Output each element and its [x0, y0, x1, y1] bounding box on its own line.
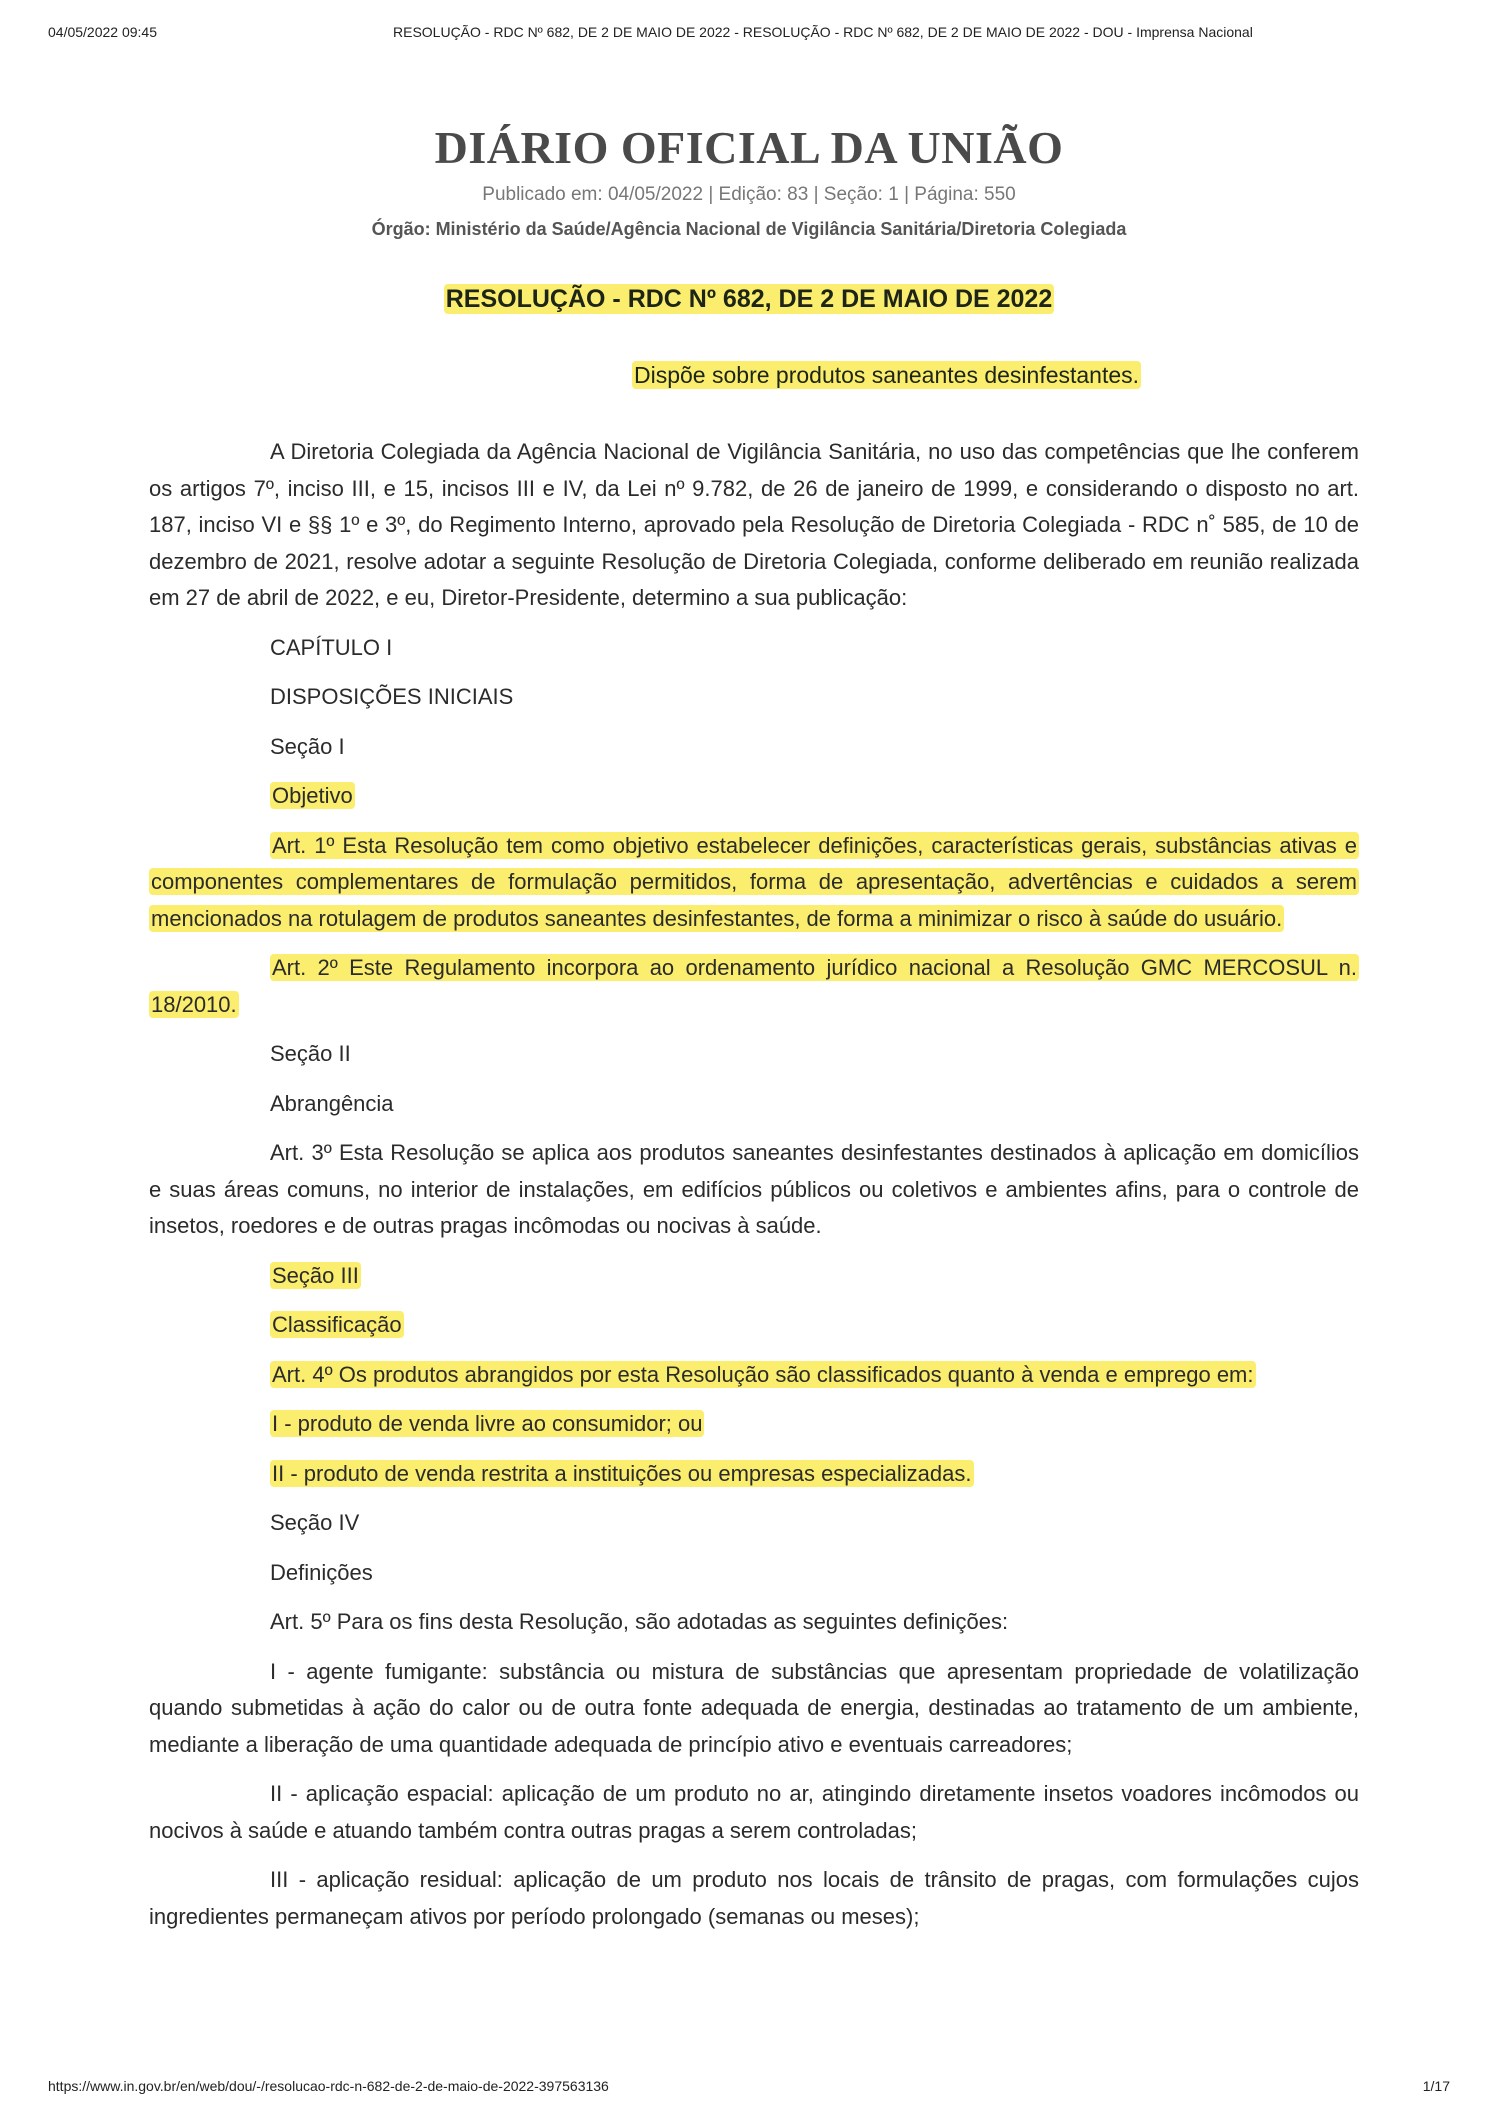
print-date: 04/05/2022 09:45	[48, 24, 157, 40]
article-4-item-ii-text: II - produto de venda restrita a instituições ou empresas especializadas.	[272, 1460, 972, 1486]
article-5-item-iii: III - aplicação residual: aplicação de um produto nos locais de trânsito de pragas, com formulações cujos ingredientes permaneçam ativos por período prolongado (semanas ou meses);	[149, 1867, 1359, 1929]
section-heading: Seção I	[270, 733, 345, 759]
section-heading: Seção IV	[270, 1510, 360, 1535]
section-heading-highlight: Seção III	[272, 1262, 359, 1288]
article-5-item-ii: II - aplicação espacial: aplicação de um produto no ar, atingindo diretamente insetos voadores incômodos ou nocivos à saúde e atuando também contra outras pragas a serem controladas;	[149, 1781, 1359, 1843]
section-title-highlight: Classificação	[272, 1312, 402, 1337]
article-4-item-ii	[149, 1456, 1359, 1493]
chapter-title: DISPOSIÇÕES INICIAIS	[270, 684, 514, 709]
article-1-text: Art. 1º Esta Resolução tem como objetivo estabelecer definições, características gerais, substâncias ativas e componentes complementares de formulação permitidos, forma de apresentação, advertências e cuidados a serem mencionados na rotulagem de produtos saneantes desinfestantes, de forma a minimizar o risco à saúde do usuário.	[151, 832, 1357, 931]
article-1	[149, 828, 1359, 938]
article-4-item-i-text: I - produto de venda livre ao consumidor; ou	[272, 1411, 703, 1436]
section-title: Abrangência	[270, 1090, 394, 1116]
print-page-title: RESOLUÇÃO - RDC Nº 682, DE 2 DE MAIO DE 2022 - RESOLUÇÃO - RDC Nº 682, DE 2 DE MAIO DE 2022 - DOU - Imprensa Nacional	[393, 24, 1253, 40]
ementa-wrap	[632, 358, 1141, 392]
document-title: RESOLUÇÃO - RDC Nº 682, DE 2 DE MAIO DE 2022	[445, 285, 1053, 313]
article-5: Art. 5º Para os fins desta Resolução, são adotadas as seguintes definições:	[270, 1609, 1009, 1634]
article-2	[149, 950, 1359, 1023]
article-4-text: Art. 4º Os produtos abrangidos por esta Resolução são classificados quanto à venda e emprego em:	[272, 1361, 1254, 1387]
article-4-item-i	[149, 1406, 1359, 1443]
preamble: A Diretoria Colegiada da Agência Nacional de Vigilância Sanitária, no uso das competências que lhe conferem os artigos 7º, inciso III, e 15, incisos III e IV, da Lei nº 9.782, de 26 de janeiro de 1999, e considerando o disposto no art. 187, inciso VI e §§ 1º e 3º, do Regimento Interno, aprovado pela Resolução de Diretoria Colegiada - RDC n˚ 585, de 10 de dezembro de 2021, resolve adotar a seguinte Resolução de Diretoria Colegiada, conforme deliberado em reunião realizada em 27 de abril de 2022, e eu, Diretor-Presidente, determino a sua publicação:	[149, 439, 1359, 610]
document-body	[149, 434, 1359, 1948]
section-title	[149, 1307, 1359, 1344]
issuing-organ: Órgão: Ministério da Saúde/Agência Nacional de Vigilância Sanitária/Diretoria Colegiada	[371, 219, 1127, 239]
chapter-heading: CAPÍTULO I	[270, 634, 393, 660]
page-url: https://www.in.gov.br/en/web/dou/-/resolucao-rdc-n-682-de-2-de-maio-de-2022-397563136	[48, 2078, 609, 2094]
document-title-wrap	[0, 281, 1498, 317]
section-heading	[149, 1258, 1359, 1295]
section-heading: Seção II	[270, 1041, 351, 1066]
masthead	[0, 120, 1498, 242]
section-title	[149, 778, 1359, 815]
article-3: Art. 3º Esta Resolução se aplica aos produtos saneantes desinfestantes destinados à aplicação em domicílios e suas áreas comuns, no interior de instalações, em edifícios públicos ou coletivos e ambientes afins, para o controle de insetos, roedores e de outras pragas incômodas ou nocivas à saúde.	[149, 1140, 1359, 1238]
article-5-item-i: I - agente fumigante: substância ou mistura de substâncias que apresentam propriedade de volatilização quando submetidas à ação do calor ou de outra fonte adequada de energia, destinadas ao tratamento de um ambiente, mediante a liberação de uma quantidade adequada de princípio ativo e eventuais carreadores;	[149, 1658, 1359, 1757]
print-header	[48, 24, 1450, 44]
article-2-text: Art. 2º Este Regulamento incorpora ao ordenamento jurídico nacional a Resolução GMC MERCOSUL n. 18/2010.	[151, 955, 1357, 1017]
publication-name: DIÁRIO OFICIAL DA UNIÃO	[434, 122, 1064, 173]
section-title: Definições	[270, 1559, 373, 1585]
ementa: Dispõe sobre produtos saneantes desinfestantes.	[634, 362, 1140, 388]
publication-info: Publicado em: 04/05/2022 | Edição: 83 | Seção: 1 | Página: 550	[482, 184, 1016, 205]
page-counter: 1/17	[1422, 2078, 1450, 2094]
section-title-highlight: Objetivo	[272, 783, 353, 808]
article-4	[149, 1357, 1359, 1394]
print-footer	[48, 2078, 1450, 2098]
